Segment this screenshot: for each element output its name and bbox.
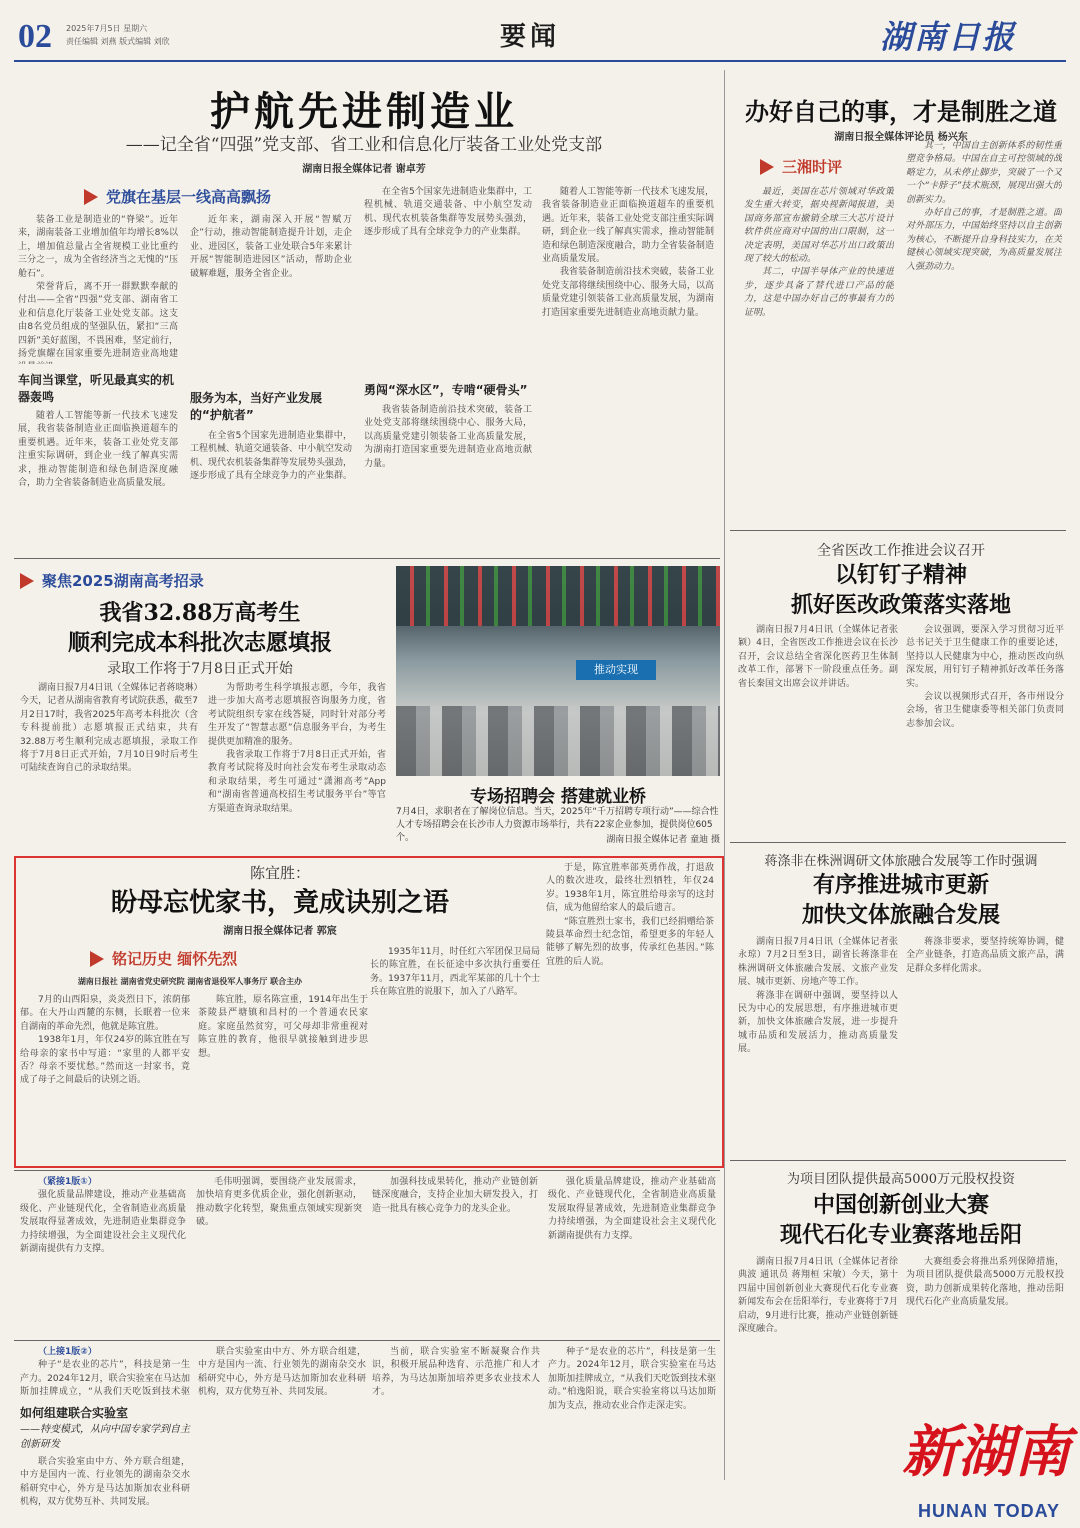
jump2-col-2 bbox=[198, 1346, 366, 1520]
section-rule bbox=[14, 1170, 720, 1171]
memorial-kicker: 陈宜胜： bbox=[249, 864, 310, 882]
section-rule bbox=[14, 558, 720, 559]
medical-para: 会议以视频形式召开，各市州设分会场，省卫生健康委等相关部门负责同志参加会议。 bbox=[906, 692, 1064, 729]
memorial-title: 盼母忘忧家书，竟成诀别之语 bbox=[110, 888, 449, 918]
gaokao-col-2 bbox=[208, 682, 386, 842]
contest-para: 湖南日报7月4日讯（全媒体记者徐典波 通讯员 蒋翔桓 宋敏）今天，第十四届中国创新创业大赛现代石化专业赛新闻发布会在岳阳举行，专业赛将于7月启动，9月进行比赛，推动产业链创新链深度融合。 bbox=[738, 1257, 898, 1335]
memorial-para: “陈宣胜烈士家书，我们已经捐赠给茶陵县革命烈士纪念馆，希望更多的年轻人能够了解先烈的故事，传承红色基因。”陈宜胜的后人说。 bbox=[546, 916, 714, 967]
memorial-col-3 bbox=[370, 946, 540, 1160]
urban-para: 蒋涤非在调研中强调，要坚持以人民为中心的发展思想，有序推进城市更新，加快文体旅融合发展，进一步提升城市品质和发展活力，推动高质量发展。 bbox=[738, 990, 898, 1055]
jump2-col-1b bbox=[20, 1456, 190, 1520]
urban-col-2 bbox=[906, 936, 1064, 1156]
contest-title bbox=[736, 1190, 1066, 1250]
jump2-col-4 bbox=[548, 1346, 716, 1520]
commentary-para: 办好自己的事，才是制胜之道。面对外部压力，中国始终坚持以自主创新为核心，不断提升自身科技实力，在关键核心领域实现突破，为高质量发展注入强劲动力。 bbox=[906, 208, 1062, 272]
lead-subtitle: ——记全省“四强”党支部、省工业和信息化厅装备工业处党支部 bbox=[125, 135, 603, 155]
memorial-org-line: 湖南日报社 湖南省党史研究院 湖南省退役军人事务厅 联合主办 bbox=[77, 977, 303, 986]
commentary-column-text: 三湘时评 bbox=[782, 158, 843, 176]
jump1-tag: （紧接1版①） bbox=[38, 1177, 97, 1187]
urban-title-line-2: 加快文体旅融合发展 bbox=[801, 902, 1000, 928]
jump1-para: 加强科技成果转化，推动产业链创新链深度融合，支持企业加大研发投入，打造一批具有核心竞争力的龙头企业。 bbox=[372, 1177, 538, 1214]
lead-col-1b bbox=[18, 410, 178, 560]
jump2-para: 联合实验室由中方、外方联合组建，中方是国内一流、行业领先的湖南杂交水稻研究中心，外方是马达加斯加农业科研机构，双方优势互补、共同发展。 bbox=[198, 1347, 366, 1398]
memorial-para: 陈宜胜，原名陈宣重，1914年出生于茶陵县严塘镇和昌村的一个普通农民家庭。家庭虽然贫穷，可父母却非常重视对陈宣胜的教育，他很早就接触到进步思想。 bbox=[198, 995, 368, 1059]
contest-para: 大赛组委会将推出系列保障措施，为项目团队提供最高5000万元股权投资，助力创新成果转化落地，推动岳阳现代石化产业高质量发展。 bbox=[906, 1257, 1064, 1308]
jump1-col-2 bbox=[196, 1176, 362, 1336]
contest-title-line-2: 现代石化专业赛落地岳阳 bbox=[779, 1222, 1022, 1248]
gaokao-para: 为帮助考生科学填报志愿，今年，我省进一步加大高考志愿填报咨询服务力度，省考试院组织专家在线答疑，同时针对部分考生开发了“智慧志愿”信息服务平台，为考生提供更加精准的服务。 bbox=[208, 683, 386, 747]
lead-para: 近年来，湖南深入开展“智赋万企”行动，推动智能制造提升计划，走企业、进园区，装备工业处联合5年来累计开展“智能制造进园区”活动，帮助企业破解难题，服务全省企业。 bbox=[190, 215, 352, 279]
urban-title-line-1: 有序推进城市更新 bbox=[812, 872, 989, 898]
jump1-col-1 bbox=[20, 1176, 186, 1336]
lead-byline: 湖南日报全媒体记者 谢卓芳 bbox=[302, 164, 426, 175]
urban-para: 蒋涤非要求，要坚持统筹协调，健全产业链条，打造高品质文旅产品，满足群众多样化需求。 bbox=[906, 937, 1064, 974]
jump2-subtitle: 如何组建联合实验室 bbox=[20, 1406, 129, 1420]
lead-banner bbox=[84, 186, 344, 207]
jump1-col-4 bbox=[548, 1176, 716, 1336]
contest-kicker: 为项目团队提供最高5000万元股权投资 bbox=[786, 1172, 1016, 1187]
memorial-col-2 bbox=[198, 994, 368, 1160]
jump2-para: 种子“是农业的芯片”，科技是第一生产力。2024年12月，联合实验室在马达加斯加挂牌成立，“从我们天吃饭到技术驱动。”柏逸阳说，联合实验室将以马达加斯加为支点，推动农业合作走深走实。 bbox=[548, 1347, 716, 1411]
date-line bbox=[66, 22, 170, 48]
photo-caption: 7月4日，求职者在了解岗位信息。当天，2025年“千万招聘专项行动”——综合性人才专场招聘会在长沙市人力资源市场举行，共有22家企业参加，提供岗位605个。 bbox=[396, 807, 719, 843]
jump2-para: 种子“是农业的芯片”，科技是第一生产力。2024年12月，联合实验室在马达加斯加挂牌成立，“从我们天吃饭到技术驱 bbox=[20, 1360, 190, 1398]
editor-text: 责任编辑 刘燕 版式编辑 刘欣 bbox=[66, 37, 170, 46]
gaokao-subtitle: 录取工作将于7月8日正式开始 bbox=[107, 661, 293, 677]
banner-flag-icon bbox=[84, 189, 98, 205]
jump2-para: 联合实验室由中方、外方联合组建，中方是国内一流、行业领先的湖南杂交水稻研究中心，外方是马达加斯加农业科研机构，双方优势互补、共同发展。 bbox=[20, 1457, 190, 1508]
lead-col-1 bbox=[18, 214, 178, 364]
commentary-title: 办好自己的事，才是制胜之道 bbox=[745, 97, 1057, 126]
photo-credit: 湖南日报全媒体记者 童迪 摄 bbox=[606, 835, 720, 845]
lead-col-4 bbox=[542, 186, 714, 560]
gaokao-col-1 bbox=[20, 682, 198, 842]
memorial-banner-text: 铭记历史 缅怀先烈 bbox=[112, 950, 238, 968]
medical-col-1 bbox=[738, 624, 898, 824]
commentary-col-2 bbox=[906, 140, 1062, 526]
gaokao-title-line-2: 顺利完成本科批次志愿填报 bbox=[67, 630, 332, 656]
lead-subhead-3: 勇闯“深水区”，专啃“硬骨头” bbox=[364, 383, 528, 397]
section-rule bbox=[730, 842, 1066, 843]
gaokao-title bbox=[20, 598, 380, 658]
contest-col-1 bbox=[738, 1256, 898, 1496]
memorial-para: 于是，陈宜胜率部英勇作战，打退敌人的数次进攻，最终壮烈牺牲，年仅24岁。1938年1月，陈宜胜给母亲写的这封信，成为他留给家人的最后遗言。 bbox=[546, 863, 714, 914]
jump2-subsubtitle: ——特变模式，从向中国专家学到自主创新研发 bbox=[20, 1424, 190, 1450]
commentary-para: 最近，美国在芯片领域对华政策发生重大转变，据央视新闻报道，美国商务部宣布撤销全球三大芯片设计软件供应商对中国的出口限制，这一决定表明，美国对华芯片出口政策出现了较大的松动。 bbox=[744, 187, 894, 265]
lead-col-3b bbox=[364, 404, 532, 560]
column-divider bbox=[724, 70, 725, 1480]
jump1-para: 强化质量品牌建设，推动产业基础高级化、产业链现代化，全省制造业高质量发展取得显著成效，先进制造业集群竞争力持续增强，为全面建设社会主义现代化新湖南提供有力支撑。 bbox=[548, 1177, 716, 1241]
lead-para: 在全省5个国家先进制造业集群中，工程机械、轨道交通装备、中小航空发动机、现代农机装备集群等发展势头强劲，逐步形成了具有全球竞争力的产业集群。 bbox=[190, 431, 352, 482]
lead-col-2b bbox=[190, 430, 352, 560]
commentary-column bbox=[760, 156, 920, 177]
memorial-banner bbox=[90, 948, 330, 969]
jump1-para: 毛伟明强调，要围绕产业发展需求，加快培育更多优质企业，强化创新驱动，推动数字化转型，聚焦重点领域实现新突破。 bbox=[196, 1177, 362, 1228]
lead-col-2 bbox=[190, 214, 352, 364]
section-title: 要闻 bbox=[500, 22, 561, 52]
page-number: 02 bbox=[18, 18, 52, 55]
lead-para: 我省装备制造前沿技术突破，装备工业处党支部将继续围绕中心、服务大局，以高质量党建引领装备工业高质量发展，为湖南打造国家重要先进制造业高地贡献力量。 bbox=[364, 405, 532, 469]
medical-para: 会议强调，要深入学习贯彻习近平总书记关于卫生健康工作的重要论述，坚持以人民健康为中心，推动医改向纵深发展，用钉钉子精神抓好改革任务落实。 bbox=[906, 625, 1064, 689]
gaokao-banner bbox=[20, 570, 380, 591]
lead-para: 随着人工智能等新一代技术飞速发展，我省装备制造业正面临换道超车的重要机遇。近年来，装备工业处党支部注重实际调研，到企业一线了解真实需求，推动智能制造和绿色制造深度融合，助力全省装备制造业高质量发展。 bbox=[542, 187, 714, 265]
lead-para: 在全省5个国家先进制造业集群中，工程机械、轨道交通装备、中小航空发动机、现代农机装备集群等发展势头强劲，逐步形成了具有全球竞争力的产业集群。 bbox=[364, 187, 532, 238]
section-rule bbox=[730, 1160, 1066, 1161]
urban-title bbox=[736, 870, 1066, 930]
lead-para: 我省装备制造前沿技术突破，装备工业处党支部将继续围绕中心、服务大局，以高质量党建引领装备工业高质量发展，为湖南打造国家重要先进制造业高地贡献力量。 bbox=[542, 267, 714, 318]
commentary-para: 其一，中国自主创新体系的韧性重塑竞争格局。中国在自主可控领域的战略定力，从未停止脚步，突破了一个又一个“卡脖子”技术瓶颈，展现出强大的创新实力。 bbox=[906, 141, 1062, 205]
lead-subhead-2: 服务为本，当好产业发展的“护航者” bbox=[190, 391, 323, 422]
gaokao-para: 湖南日报7月4日讯（全媒体记者蒋晓琳）今天，记者从湖南省教育考试院获悉，截至7月2日17时，我省2025年高考本科批次（含专科提前批）志愿填报正式结束，共有32.88万考生顺利完成志愿填报，录取工作将于7月8日正式开始，7月10日9时后考生可陆续查询自己的录取结果。 bbox=[20, 683, 198, 774]
memorial-para: 1938年1月，年仅24岁的陈宜胜在写给母亲的家书中写道：“家里的人都平安否？母亲不要忧愁。”然而这一封家书，竟成了母子之间最后的诀别之语。 bbox=[20, 1035, 190, 1086]
medical-title-line-1: 以钉钉子精神 bbox=[834, 562, 967, 588]
memorial-para: 7月的山西阳泉，炎炎烈日下，浓荫郁郁。在大丹山西麓的东侧，长眠着一位来自湖南的革命先烈，他就是陈宜胜。 bbox=[20, 995, 190, 1032]
medical-para: 湖南日报7月4日讯（全媒体记者张颖）4日，全省医改工作推进会议在长沙召开，会议总结全省深化医药卫生体制改革工作，部署下一阶段重点任务。副省长秦国文出席会议并讲话。 bbox=[738, 625, 898, 689]
medical-col-2 bbox=[906, 624, 1064, 824]
medical-title bbox=[736, 560, 1066, 620]
photo-sign: 推动实现 bbox=[576, 660, 656, 680]
jump2-para: 当前，联合实验室不断凝聚合作共识，积极开展品种选育、示范推广和人才培养，为马达加斯加培养更多农业技术人才。 bbox=[372, 1347, 540, 1398]
contest-title-line-1: 中国创新创业大赛 bbox=[812, 1192, 989, 1218]
paper-logo: 湖南日报 bbox=[880, 18, 1017, 56]
commentary-byline: 湖南日报全媒体评论员 杨兴东 bbox=[834, 132, 968, 143]
date-text: 2025年7月5日 星期六 bbox=[66, 24, 148, 33]
gaokao-title-line-1: 我省32.88万高考生 bbox=[99, 600, 301, 626]
jump2-col-1 bbox=[20, 1346, 190, 1400]
jump1-col-3 bbox=[372, 1176, 538, 1336]
gaokao-para: 我省录取工作将于7月8日正式开始，省教育考试院将及时向社会发布考生录取动态和录取结果，考生可通过“潇湘高考”App和“湖南省普通高校招生考试服务平台”等官方渠道查询录取结果。 bbox=[208, 750, 386, 814]
memorial-byline: 湖南日报全媒体记者 郭宸 bbox=[223, 926, 337, 937]
header-rule bbox=[14, 60, 1066, 62]
lead-title: 护航先进制造业 bbox=[210, 88, 518, 135]
lead-col-3 bbox=[364, 186, 532, 376]
lead-subhead-1: 车间当课堂，听见最真实的机器轰鸣 bbox=[18, 373, 175, 404]
watermark-sub: HUNAN TODAY bbox=[917, 1501, 1060, 1521]
photo-crowd bbox=[396, 706, 720, 776]
jump1-para: 强化质量品牌建设，推动产业基础高级化、产业链现代化，全省制造业高质量发展取得显著成效，先进制造业集群竞争力持续增强，为全面建设社会主义现代化新湖南提供有力支撑。 bbox=[20, 1190, 186, 1255]
banner-flag-icon bbox=[20, 573, 34, 589]
banner-flag-icon bbox=[90, 951, 104, 967]
commentary-col-1 bbox=[744, 186, 894, 526]
medical-title-line-2: 抓好医改政策落实落地 bbox=[790, 592, 1011, 618]
jump2-col-3 bbox=[372, 1346, 540, 1520]
watermark-logo: 新湖南 bbox=[902, 1419, 1070, 1485]
section-rule bbox=[730, 530, 1066, 531]
jump2-tag: （上接1版②） bbox=[38, 1347, 97, 1357]
gaokao-banner-text: 聚焦2025湖南高考招录 bbox=[42, 572, 204, 590]
column-flag-icon bbox=[760, 159, 774, 175]
urban-kicker: 蒋涤非在株洲调研文体旅融合发展等工作时强调 bbox=[764, 854, 1038, 869]
lead-banner-text: 党旗在基层一线高高飘扬 bbox=[106, 188, 272, 206]
memorial-para: 1935年11月，时任红六军团保卫局局长的陈宜胜，在长征途中多次执行重要任务。1937年11月，西北军某部的几十个士兵在陈宜胜的说服下，加入了八路军。 bbox=[370, 947, 540, 998]
lead-para: 荣誉背后，离不开一群默默奉献的付出——全省“四强”党支部、湖南省工业和信息化厅装备工业处党支部。这支由8名党员组成的坚强队伍，紧扣“三高四新”美好蓝图，不畏困难，坚定前行，扬党旗耀在国家重要先进制造业高地建 bbox=[18, 282, 178, 360]
led-board bbox=[396, 566, 720, 626]
lead-para: 装备工业是制造业的“脊梁”。近年来，湖南装备工业增加值年均增长8%以上，增加值总量占全省规模工业比重约三分之一，成为全省经济当之无愧的“压舱石”。 bbox=[18, 215, 178, 279]
memorial-col-1 bbox=[20, 994, 190, 1160]
urban-para: 湖南日报7月4日讯（全媒体记者张永琼）7月2日至3日，副省长蒋涤非在株洲调研文体旅融合发展、文旅产业发展、城市更新、房地产等工作。 bbox=[738, 937, 898, 988]
photo-title: 专场招聘会 搭建就业桥 bbox=[470, 787, 646, 807]
commentary-para: 其二，中国半导体产业的快速进步，逐步具备了替代进口产品的能力，这是中国办好自己的事最有力的证明。 bbox=[744, 267, 894, 318]
urban-col-1 bbox=[738, 936, 898, 1156]
medical-kicker: 全省医改工作推进会议召开 bbox=[817, 543, 985, 559]
contest-col-2 bbox=[906, 1256, 1064, 1396]
section-rule bbox=[14, 1340, 720, 1341]
lead-para: 随着人工智能等新一代技术飞速发展，我省装备制造业正面临换道超车的重要机遇。近年来，装备工业处党支部注重实际调研，到企业一线了解真实需求，推动智能制造和绿色制造深度融合，助力全省装备制造业高质量发展。 bbox=[18, 411, 178, 489]
memorial-col-4 bbox=[546, 862, 714, 1160]
job-fair-photo bbox=[396, 566, 720, 776]
